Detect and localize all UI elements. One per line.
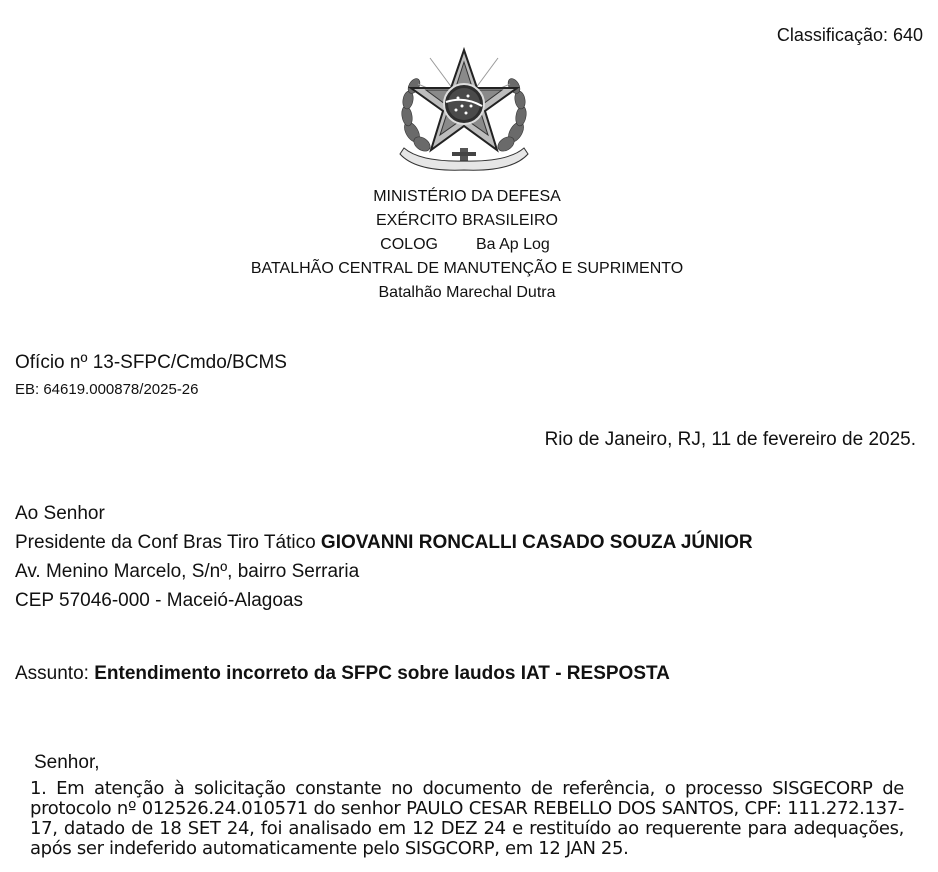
header-units bbox=[0, 233, 934, 257]
recipient-cep: CEP 57046-000 - Maceió-Alagoas bbox=[15, 590, 303, 611]
recipient-salutation: Ao Senhor bbox=[15, 503, 105, 524]
body-paragraph-1: 1. Em atenção à solicitação constante no documento de referência, o processo SISGECORP de protocolo nº 012526.24.010571 do senhor PAULO CESAR REBELLO DOS SANTOS, CPF: 111.272.137-17, datado de 18 SET 24, foi analisado em 12 DEZ 24 e restituído ao requerente para adequações, após ser indeferido automaticamente pelo SISGCORP, em 12 JAN 25. bbox=[30, 778, 904, 859]
header-colog: COLOG bbox=[380, 236, 438, 253]
header-ministry: MINISTÉRIO DA DEFESA bbox=[373, 188, 561, 205]
recipient-title: Presidente da Conf Bras Tiro Tático bbox=[15, 532, 321, 553]
body-greeting: Senhor, bbox=[34, 752, 100, 773]
document-date: Rio de Janeiro, RJ, 11 de fevereiro de 2025. bbox=[544, 429, 916, 450]
header-battalion: BATALHÃO CENTRAL DE MANUTENÇÃO E SUPRIMENTO bbox=[250, 260, 684, 277]
classification-label: Classificação: 640 bbox=[776, 25, 923, 45]
subject-text: Entendimento incorreto da SFPC sobre laudos IAT - RESPOSTA bbox=[94, 663, 670, 684]
header-army: EXÉRCITO BRASILEIRO bbox=[376, 212, 558, 229]
recipient-title-line bbox=[15, 532, 753, 554]
recipient-name: GIOVANNI RONCALLI CASADO SOUZA JÚNIOR bbox=[320, 532, 753, 553]
header-battalion-name: Batalhão Marechal Dutra bbox=[378, 284, 556, 301]
subject-line bbox=[15, 663, 670, 685]
header-ba-ap-log: Ba Ap Log bbox=[475, 236, 550, 253]
eb-number: EB: 64619.000878/2025-26 bbox=[15, 381, 199, 398]
brazil-coat-of-arms-icon bbox=[396, 44, 532, 176]
subject-label: Assunto: bbox=[15, 663, 95, 684]
oficio-number: Ofício nº 13-SFPC/Cmdo/BCMS bbox=[15, 352, 287, 373]
recipient-street: Av. Menino Marcelo, S/nº, bairro Serraria bbox=[15, 561, 360, 582]
